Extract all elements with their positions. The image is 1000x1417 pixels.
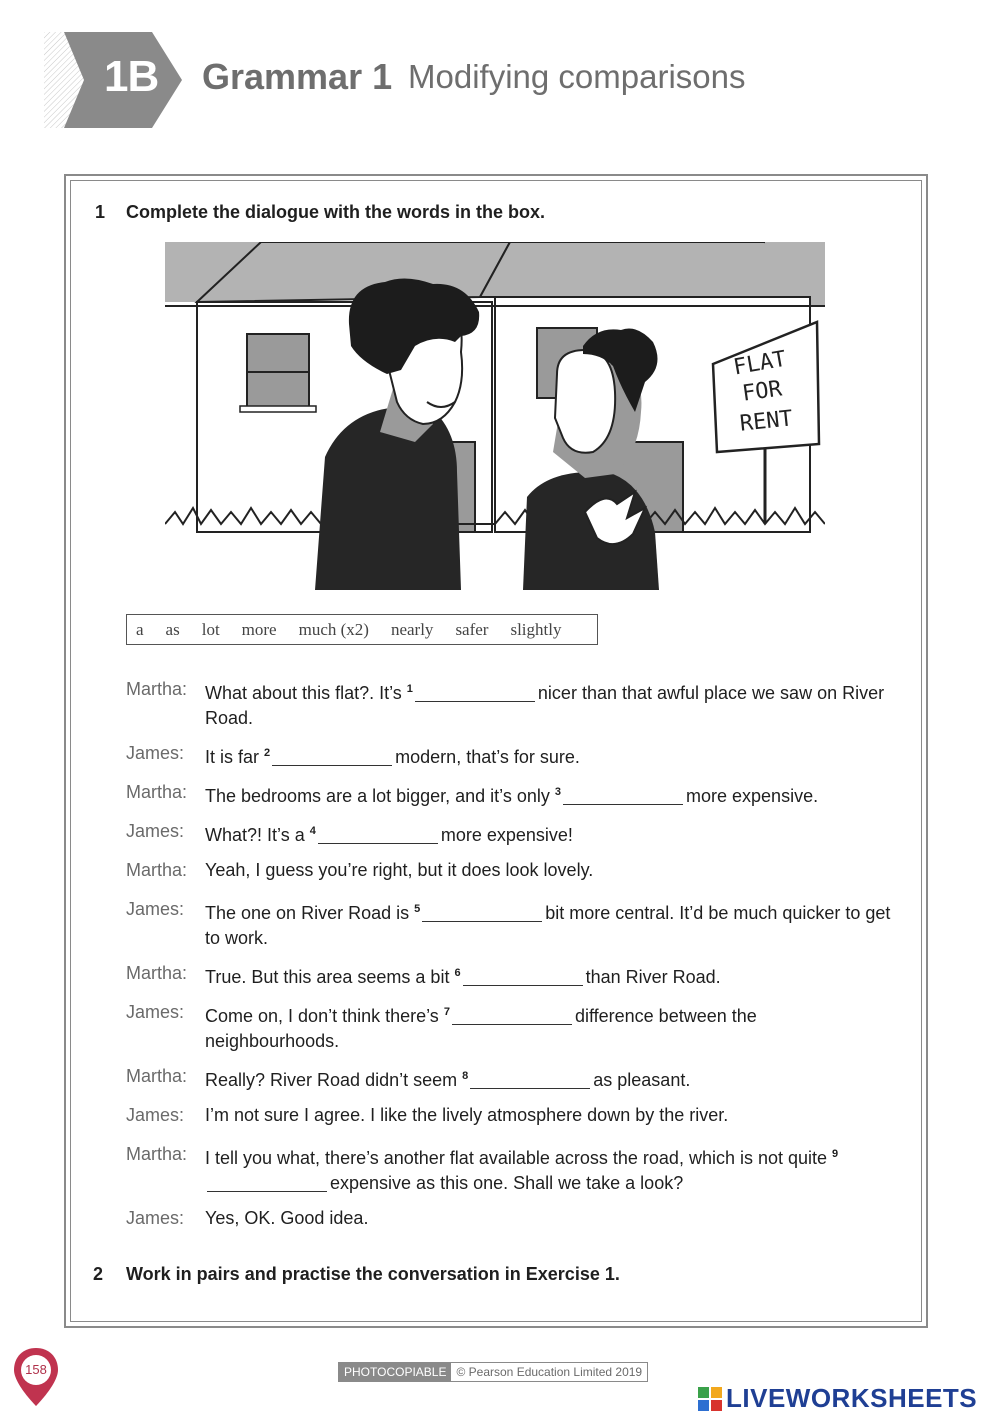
line-text: I’m not sure I agree. I like the lively atmosphere down by the river. bbox=[205, 1105, 729, 1125]
speaker-name: Martha: bbox=[126, 1144, 188, 1164]
gap-number: 6 bbox=[454, 967, 461, 979]
exercise-2-number: 2 bbox=[93, 1264, 104, 1284]
page-subtitle: Modifying comparisons bbox=[408, 58, 746, 95]
line-text: than River Road. bbox=[585, 967, 721, 987]
exercise-1-instruction: Complete the dialogue with the words in the box. bbox=[126, 202, 546, 222]
line-text: modern, that’s for sure. bbox=[395, 747, 580, 767]
illustration bbox=[165, 242, 825, 590]
line-text: as pleasant. bbox=[593, 1070, 691, 1090]
speaker-name: Martha: bbox=[126, 963, 188, 983]
word-box-item: safer bbox=[455, 619, 489, 639]
gap-number: 8 bbox=[462, 1070, 469, 1082]
word-box-item: slightly bbox=[510, 619, 562, 639]
page-number-pin-icon bbox=[12, 1346, 60, 1408]
gap-number: 3 bbox=[554, 786, 562, 798]
gap-number: 5 bbox=[414, 903, 421, 915]
word-box-item: a bbox=[136, 619, 144, 639]
line-text: Come on, I don’t think there’s bbox=[205, 1006, 439, 1026]
speaker-name: James: bbox=[126, 899, 185, 919]
line-text: Really? River Road didn’t seem bbox=[205, 1070, 458, 1090]
copyright-text: © Pearson Education Limited 2019 bbox=[456, 1365, 643, 1379]
answer-gap-5[interactable] bbox=[422, 903, 542, 922]
answer-gap-4[interactable] bbox=[318, 825, 438, 844]
photocopiable-label: PHOTOCOPIABLE bbox=[339, 1363, 451, 1381]
liveworksheets-logo-icon bbox=[698, 1387, 722, 1411]
gap-number: 7 bbox=[443, 1006, 450, 1018]
speaker-name: James: bbox=[126, 1208, 185, 1228]
page-header bbox=[0, 0, 1000, 150]
answer-gap-1[interactable] bbox=[415, 683, 535, 702]
line-text: It is far bbox=[205, 747, 260, 767]
page-title: Grammar 1 bbox=[202, 56, 393, 97]
line-text: The one on River Road is bbox=[205, 903, 410, 923]
word-box bbox=[126, 614, 598, 645]
line-text: The bedrooms are a lot bigger, and it’s only bbox=[205, 786, 550, 806]
speaker-name: James: bbox=[126, 743, 185, 763]
line-text: What about this flat?. It’s bbox=[205, 683, 402, 703]
exercise-2-instruction: Work in pairs and practise the conversation in Exercise 1. bbox=[126, 1264, 620, 1284]
answer-gap-2[interactable] bbox=[272, 747, 392, 766]
liveworksheets-brand[interactable] bbox=[698, 1383, 977, 1414]
word-box-item: lot bbox=[201, 619, 220, 639]
speaker-name: Martha: bbox=[126, 782, 188, 802]
speaker-name: James: bbox=[126, 1002, 185, 1022]
sign-line-3: RENT bbox=[738, 406, 794, 437]
speaker-name: James: bbox=[126, 821, 185, 841]
brand-name: LIVEWORKSHEETS bbox=[726, 1383, 978, 1413]
speaker-name: Martha: bbox=[126, 860, 188, 880]
speaker-name: Martha: bbox=[126, 1066, 188, 1086]
exercise-1-number: 1 bbox=[95, 202, 106, 222]
photocopiable-notice bbox=[338, 1362, 648, 1382]
line-text: What?! It’s a bbox=[205, 825, 305, 845]
gap-number: 9 bbox=[832, 1148, 839, 1160]
gap-number: 4 bbox=[309, 825, 316, 837]
word-box-item: much (x2) bbox=[298, 619, 369, 639]
gap-number: 1 bbox=[406, 683, 413, 695]
line-text: I tell you what, there’s another flat available across the road, which is not quite bbox=[205, 1148, 828, 1168]
line-text: difference between the neighbourhoods. bbox=[205, 1006, 757, 1051]
line-text: Yeah, I guess you’re right, but it does look lovely. bbox=[205, 860, 594, 880]
sign-line-1: FLAT bbox=[731, 346, 789, 381]
word-box-item: more bbox=[241, 619, 277, 639]
line-text: Yes, OK. Good idea. bbox=[205, 1208, 369, 1228]
word-box-item: nearly bbox=[390, 619, 434, 639]
page-number: 158 bbox=[25, 1362, 47, 1377]
line-text: nicer than that awful place we saw on River Road. bbox=[205, 683, 885, 728]
gap-number: 2 bbox=[264, 747, 271, 759]
line-text: expensive as this one. Shall we take a look? bbox=[330, 1173, 684, 1193]
line-text: more expensive! bbox=[440, 825, 573, 845]
speaker-name: James: bbox=[126, 1105, 185, 1125]
answer-gap-6[interactable] bbox=[463, 967, 583, 986]
answer-gap-9[interactable] bbox=[207, 1173, 327, 1192]
sign-line-2: FOR bbox=[740, 376, 784, 407]
unit-label: 1B bbox=[104, 52, 159, 101]
speaker-name: Martha: bbox=[126, 679, 188, 699]
word-box-item: as bbox=[165, 619, 180, 639]
answer-gap-8[interactable] bbox=[470, 1070, 590, 1089]
line-text: more expensive. bbox=[686, 786, 819, 806]
answer-gap-3[interactable] bbox=[563, 786, 683, 805]
answer-gap-7[interactable] bbox=[452, 1006, 572, 1025]
line-text: bit more central. It’d be much quicker to get to work. bbox=[205, 903, 891, 948]
line-text: True. But this area seems a bit bbox=[205, 967, 450, 987]
